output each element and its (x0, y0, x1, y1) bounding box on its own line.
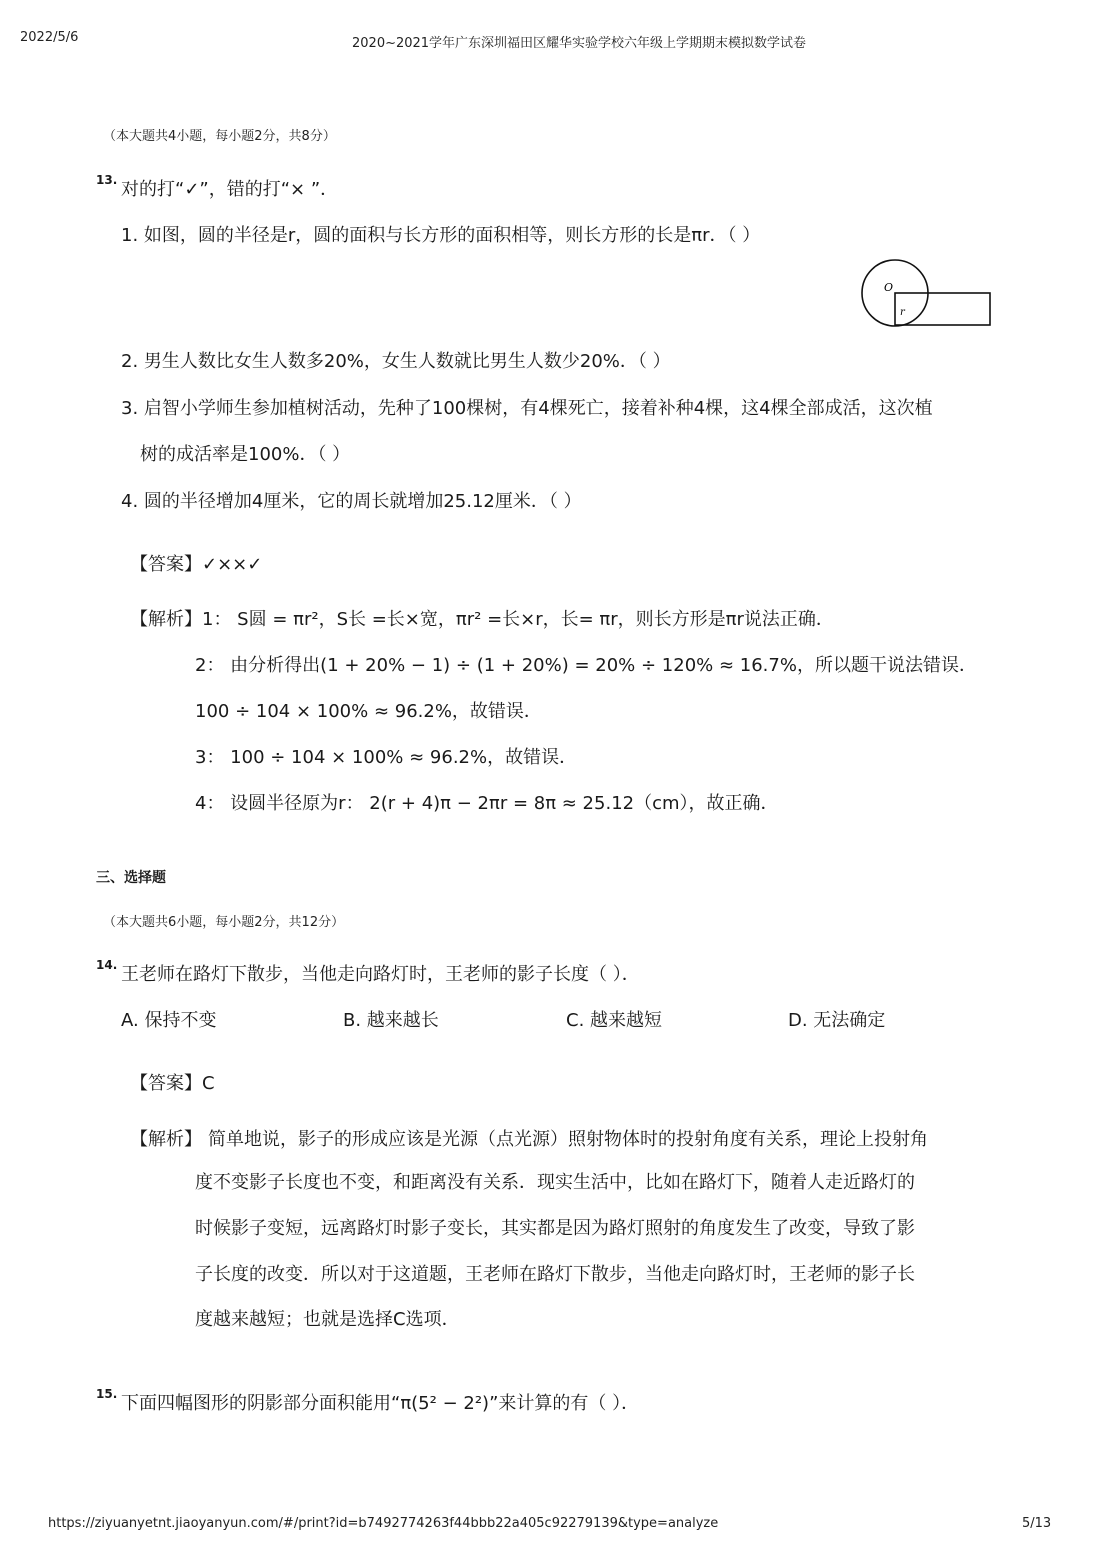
q14-analysis-line-2: 度不变影子长度也不变，和距离没有关系．现实生活中，比如在路灯下，随着人走近路灯的 (195, 1172, 915, 1193)
q14-analysis-line-5: 度越来越短；也就是选择C选项． (195, 1309, 460, 1330)
q13-item-3-cont: 树的成活率是100%．（ ） (140, 444, 351, 465)
section-title: 三、选择题 (96, 870, 166, 886)
section-note: （本大题共6小题，每小题2分，共12分） (103, 915, 345, 930)
q13-analysis-2: 2： 由分析得出(1 + 20% − 1) ÷ (1 + 20%) = 20% ÷ 120% ≈ 16.7%，所以题干说法错误． (195, 655, 977, 676)
question-13-stem: 对的打“✓”，错的打“× ”． (121, 179, 339, 200)
q14-analysis-line-1: 简单地说，影子的形成应该是光源（点光源）照射物体时的投射角度有关系，理论上投射角 (208, 1129, 928, 1150)
circle-rectangle-figure (856, 255, 996, 331)
q13-analysis-3: 3： 100 ÷ 104 × 100% ≈ 96.2%，故错误． (195, 747, 578, 768)
q14-analysis-line-3: 时候影子变短，远离路灯时影子变长，其实都是因为路灯照射的角度发生了改变，导致了影 (195, 1218, 915, 1239)
q13-item-3: 3. 启智小学师生参加植树活动，先种了100棵树，有4棵死亡，接着补种4棵，这4棵全部成活，这次植 (121, 398, 933, 419)
q13-item-2: 2. 男生人数比女生人数多20%，女生人数就比男生人数少20%．（ ） (121, 351, 671, 372)
q14-analysis-line-4: 子长度的改变．所以对于这道题，王老师在路灯下散步，当他走向路灯时，王老师的影子长 (195, 1264, 915, 1285)
option-d: D. 无法确定 (788, 1010, 886, 1031)
footer-url: https://ziyuanyetnt.jiaoyanyun.com/#/print?id=b7492774263f44bbb22a405c92279139&type=analyze (48, 1516, 719, 1531)
q14-answer: 【答案】C (130, 1073, 215, 1094)
question-15-stem: 下面四幅图形的阴影部分面积能用“π(5² − 2²)”来计算的有（ ）． (121, 1393, 640, 1414)
question-number-13: 13. (96, 173, 118, 187)
center-label-o: O (884, 281, 894, 294)
q13-analysis-2b: 100 ÷ 104 × 100% ≈ 96.2%，故错误． (195, 701, 542, 722)
option-c: C. 越来越短 (566, 1010, 663, 1031)
question-number-15: 15. (96, 1387, 118, 1401)
q13-analysis-4: 4： 设圆半径原为r： 2(r + 4)π − 2πr = 8π ≈ 25.12（cm），故正确． (195, 793, 779, 814)
rectangle-shape (895, 293, 990, 325)
block-note: （本大题共4小题，每小题2分，共8分） (103, 129, 336, 144)
print-date: 2022/5/6 (20, 30, 79, 45)
page-number: 5/13 (1022, 1516, 1052, 1531)
document-title: 2020~2021学年广东深圳福田区耀华实验学校六年级上学期期末模拟数学试卷 (352, 36, 807, 51)
q13-item-1: 1. 如图，圆的半径是r，圆的面积与长方形的面积相等，则长方形的长是πr．（ ） (121, 225, 761, 246)
q13-analysis-1: 【解析】1： S圆 = πr²，S长 =长×宽，πr² =长×r，长= πr，则长方形是πr说法正确． (130, 609, 834, 630)
q13-item-4: 4. 圆的半径增加4厘米，它的周长就增加25.12厘米．（ ） (121, 491, 582, 512)
question-number-14: 14. (96, 958, 118, 972)
q14-analysis-label: 【解析】 (130, 1129, 202, 1150)
option-a: A. 保持不变 (121, 1010, 217, 1031)
option-b: B. 越来越长 (343, 1010, 439, 1031)
question-14-stem: 王老师在路灯下散步，当他走向路灯时，王老师的影子长度（ ）． (121, 964, 640, 985)
q13-answer: 【答案】✓××✓ (130, 554, 263, 575)
radius-label-r: r (900, 307, 905, 318)
